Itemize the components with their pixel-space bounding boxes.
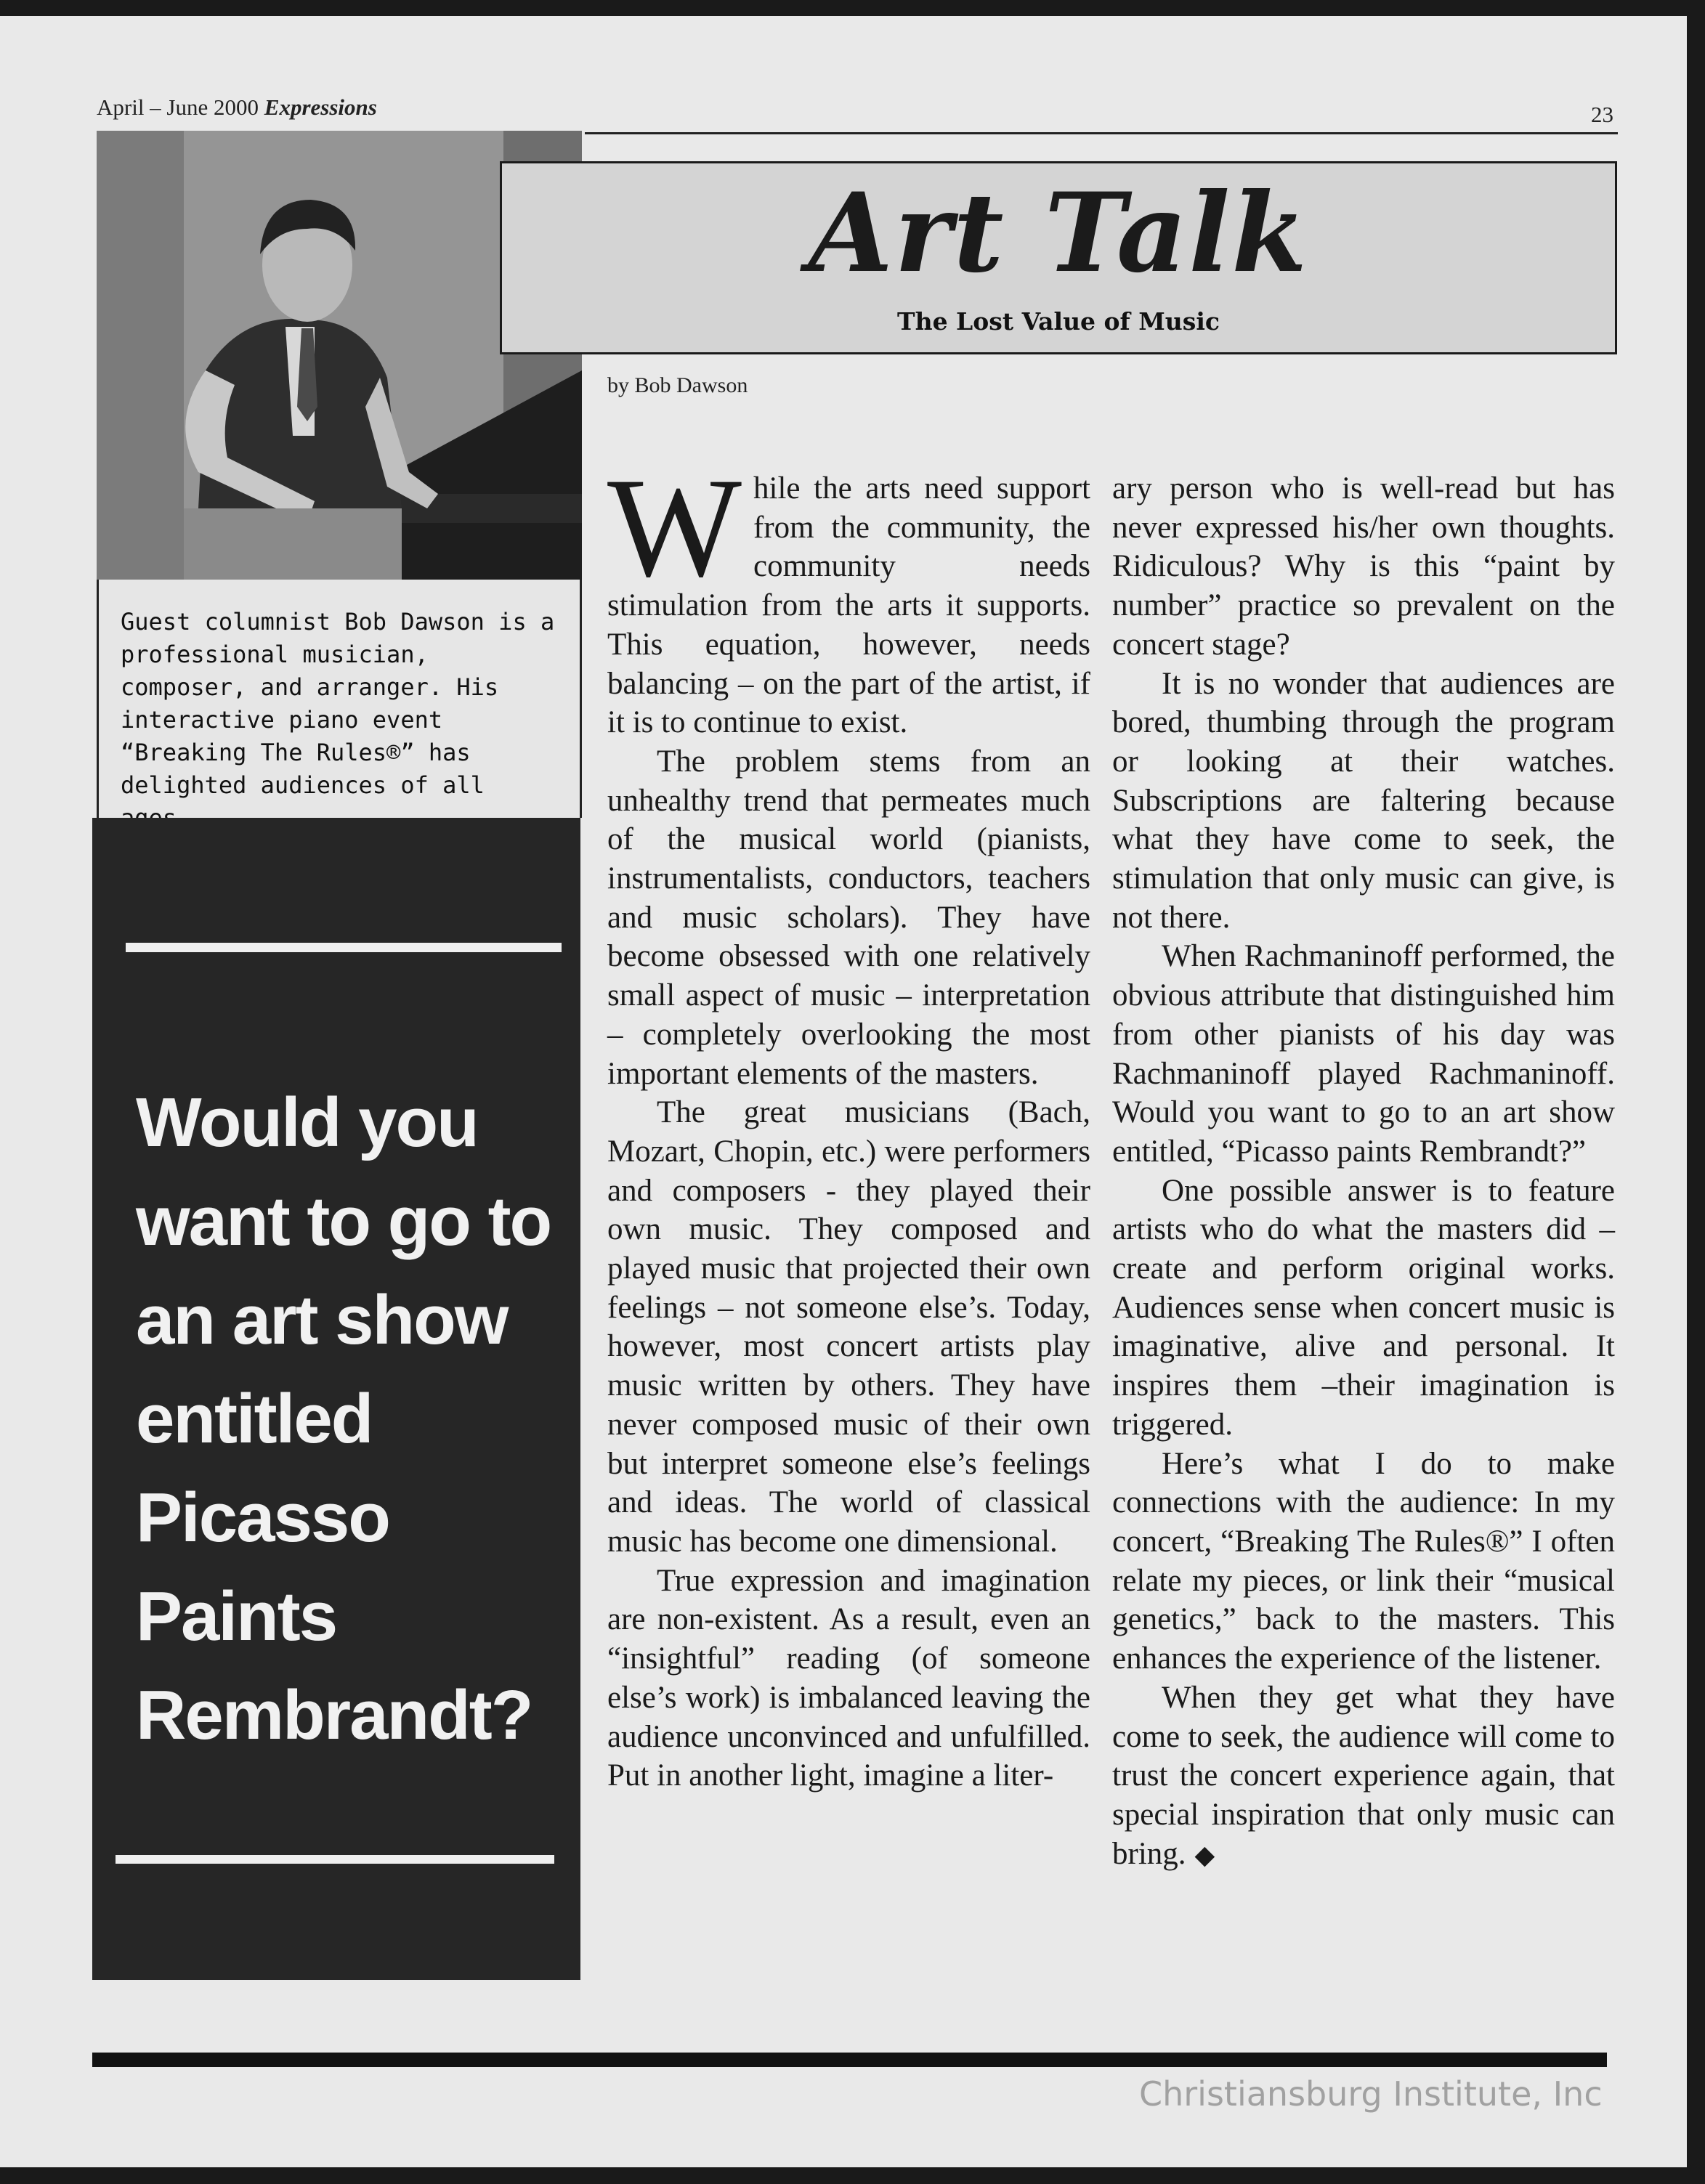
- magazine-page: [0, 16, 1687, 2167]
- pull-quote-box: [92, 818, 580, 1980]
- running-header: [97, 94, 377, 121]
- first-paragraph-text: hile the arts need support from the community, the community needs stimulation from the arts it supports. This equation, however, needs balancing – on the part of the artist, if it is to continue to exist.: [607, 471, 1090, 740]
- footer-rule: [92, 2053, 1607, 2067]
- column-title: Art Talk: [808, 169, 1309, 297]
- article-paragraph: It is no wonder that audiences are bored, thumbing through the program or looking at their watches. Subscriptions are faltering because what they have come to seek, the stimulation that only music can give, is not there.: [1112, 666, 1615, 935]
- photo-caption-box: [97, 580, 582, 818]
- column-title-box: [500, 161, 1617, 354]
- article-column-1: [607, 449, 1090, 1795]
- article-paragraph: Here’s what I do to make connections with the audience: In my concert, “Breaking The Rules®” I often relate my pieces, or link their “musical genetics,” back to the masters. This enhances the experience of the listener.: [1112, 1446, 1615, 1676]
- article-column-2: [1112, 469, 1615, 1875]
- pull-quote-text: Would you want to go to an art show entitled Picasso Paints Rembrandt?: [136, 1084, 551, 1754]
- article-paragraph: [1112, 1678, 1615, 1875]
- pull-quote-top-rule: [126, 943, 562, 952]
- article-paragraph: The great musicians (Bach, Mozart, Chopin, etc.) were performers and composers - they played their own music. They composed and played music that projected their own feelings – not someone else’s. Today, however, most concert artists play music written by others. They have never composed music of their own but interpret someone else’s feelings and ideas. The world of classical music has become one dimensional.: [607, 1095, 1090, 1559]
- article-paragraph: When Rachmaninoff performed, the obvious attribute that distinguished him from other pianists of his day was Rachmaninoff played Rachmaninoff. Would you want to go to an art show entitled, “Picasso paints Rembrandt?”: [1112, 939, 1615, 1169]
- article-paragraph: ary person who is well-read but has never expressed his/her own thoughts. Ridiculous? Why is this “paint by number” practice so prevalent on the concert stage?: [1112, 471, 1615, 662]
- page-number: 23: [1591, 102, 1613, 127]
- end-of-article-icon: ◆: [1194, 1840, 1215, 1870]
- pull-quote-bottom-rule: [116, 1855, 554, 1864]
- byline: by Bob Dawson: [607, 373, 748, 397]
- photo-caption: Guest columnist Bob Dawson is a professional musician, composer, and arranger. His interactive piano event “Breaking The Rules®” has delighted audiences of all: [121, 608, 555, 799]
- article-paragraph: [607, 449, 1090, 742]
- article-paragraph: The problem stems from an unhealthy trend that permeates much of the musical world (pianists, instrumentalists, conductors, teachers and music scholars). They have become obsessed with one relatively small aspect of music – interpretation – completely overlooking the most important elements of the masters.: [607, 744, 1090, 1091]
- watermark: Christiansburg Institute, Inc: [1139, 2074, 1603, 2114]
- article-paragraph: One possible answer is to feature artists who do what the masters did – create and perform original works. Audiences sense when concert music is imaginative, alive and personal. It inspires them –their imagination is triggered.: [1112, 1173, 1615, 1442]
- issue-date: April – June 2000: [97, 94, 259, 120]
- drop-cap: W: [607, 449, 742, 606]
- final-paragraph-text: When they get what they have come to seek, the audience will come to trust the concert experience again, that special inspiration that only music can bring.: [1112, 1680, 1615, 1871]
- article-paragraph: True expression and imagination are non-existent. As a result, even an “insightful” reading (of someone else’s work) is imbalanced leaving the audience unconvinced and unfulfilled. Put in another light, imagine a liter-: [607, 1563, 1090, 1793]
- article-subtitle: The Lost Value of Music: [897, 307, 1220, 336]
- publication-name: Expressions: [264, 94, 377, 120]
- header-rule: [585, 132, 1618, 134]
